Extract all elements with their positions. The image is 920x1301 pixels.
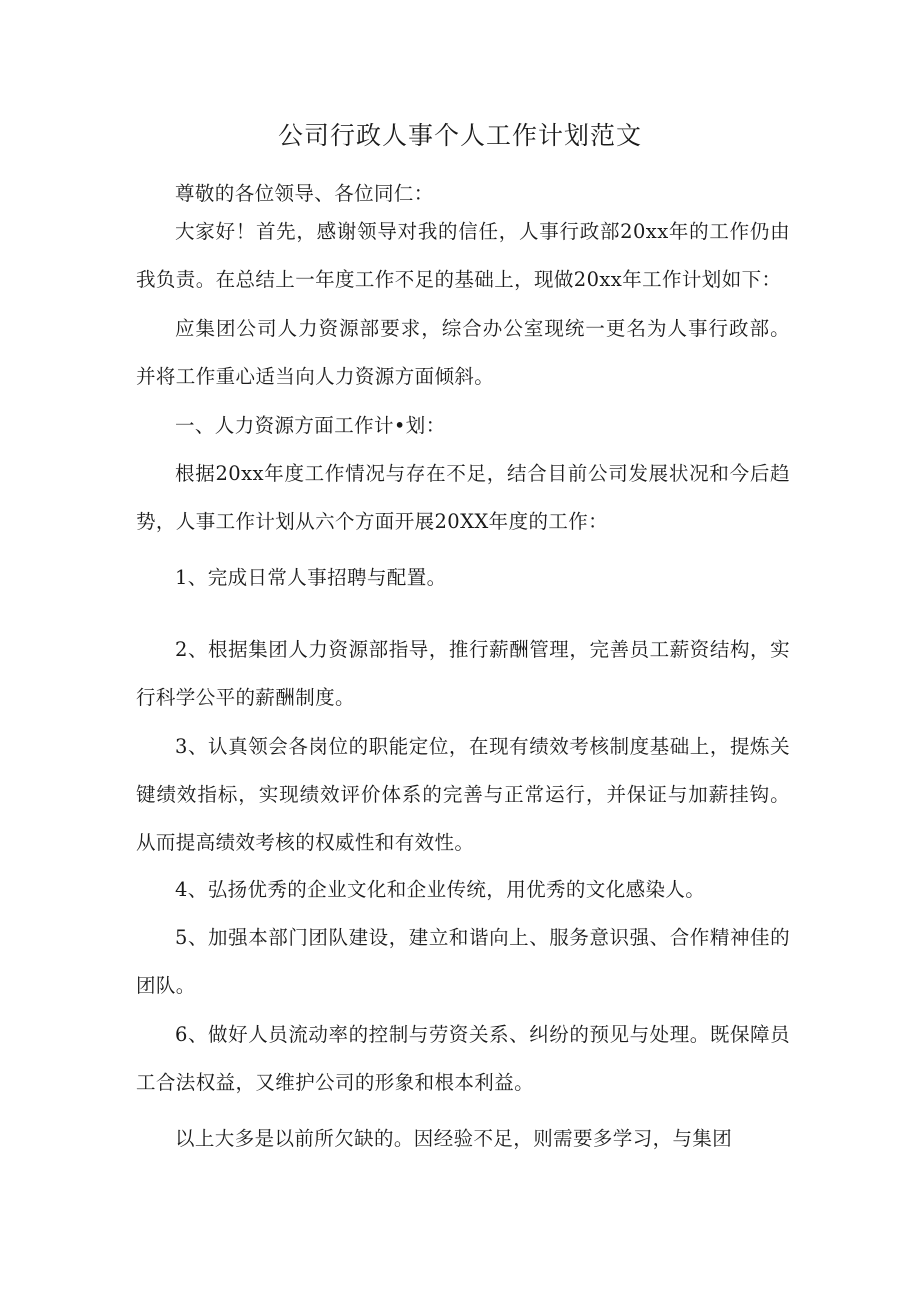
plan-item-2: 2、根据集团人力资源部指导，推行薪酬管理，完善员工薪资结构，实行科学公平的薪酬制度。: [136, 638, 790, 709]
plan-item-3: 3、认真领会各岗位的职能定位，在现有绩效考核制度基础上，提炼关键绩效指标，实现绩效评价体系的完善与正常运行，并保证与加薪挂钩。从而提高绩效考核的权威性和有效性。: [136, 735, 790, 854]
rename-paragraph: 应集团公司人力资源部要求，综合办公室现统一更名为人事行政部。并将工作重心适当向人力资源方面倾斜。: [136, 317, 790, 388]
document-title: 公司行政人事个人工作计划范文: [277, 121, 642, 150]
plan-item-4: 4、弘扬优秀的企业文化和企业传统，用优秀的文化感染人。: [175, 878, 706, 901]
plan-item-5: 5、加强本部门团队建设，建立和谐向上、服务意识强、合作精神佳的团队。: [136, 926, 790, 997]
greeting-paragraph: 大家好！首先，感谢领导对我的信任，人事行政部20xx年的工作仍由我负责。在总结上一年度工作不足的基础上，现做20xx年工作计划如下：: [136, 220, 790, 291]
plan-item-1: 1、完成日常人事招聘与配置。: [175, 566, 447, 589]
plan-item-6: 6、做好人员流动率的控制与劳资关系、纠纷的预见与处理。既保障员工合法权益，又维护公司的形象和根本利益。: [136, 1023, 790, 1094]
closing-paragraph: 以上大多是以前所欠缺的。因经验不足，则需要多学习，与集团: [175, 1127, 733, 1150]
salutation-paragraph: 尊敬的各位领导、各位同仁：: [175, 182, 434, 205]
basis-paragraph: 根据20xx年度工作情况与存在不足，结合目前公司发展状况和今后趋势，人事工作计划从六个方面开展20XX年度的工作：: [136, 462, 790, 533]
section-heading-hr: 一、人力资源方面工作计•划：: [175, 414, 446, 437]
